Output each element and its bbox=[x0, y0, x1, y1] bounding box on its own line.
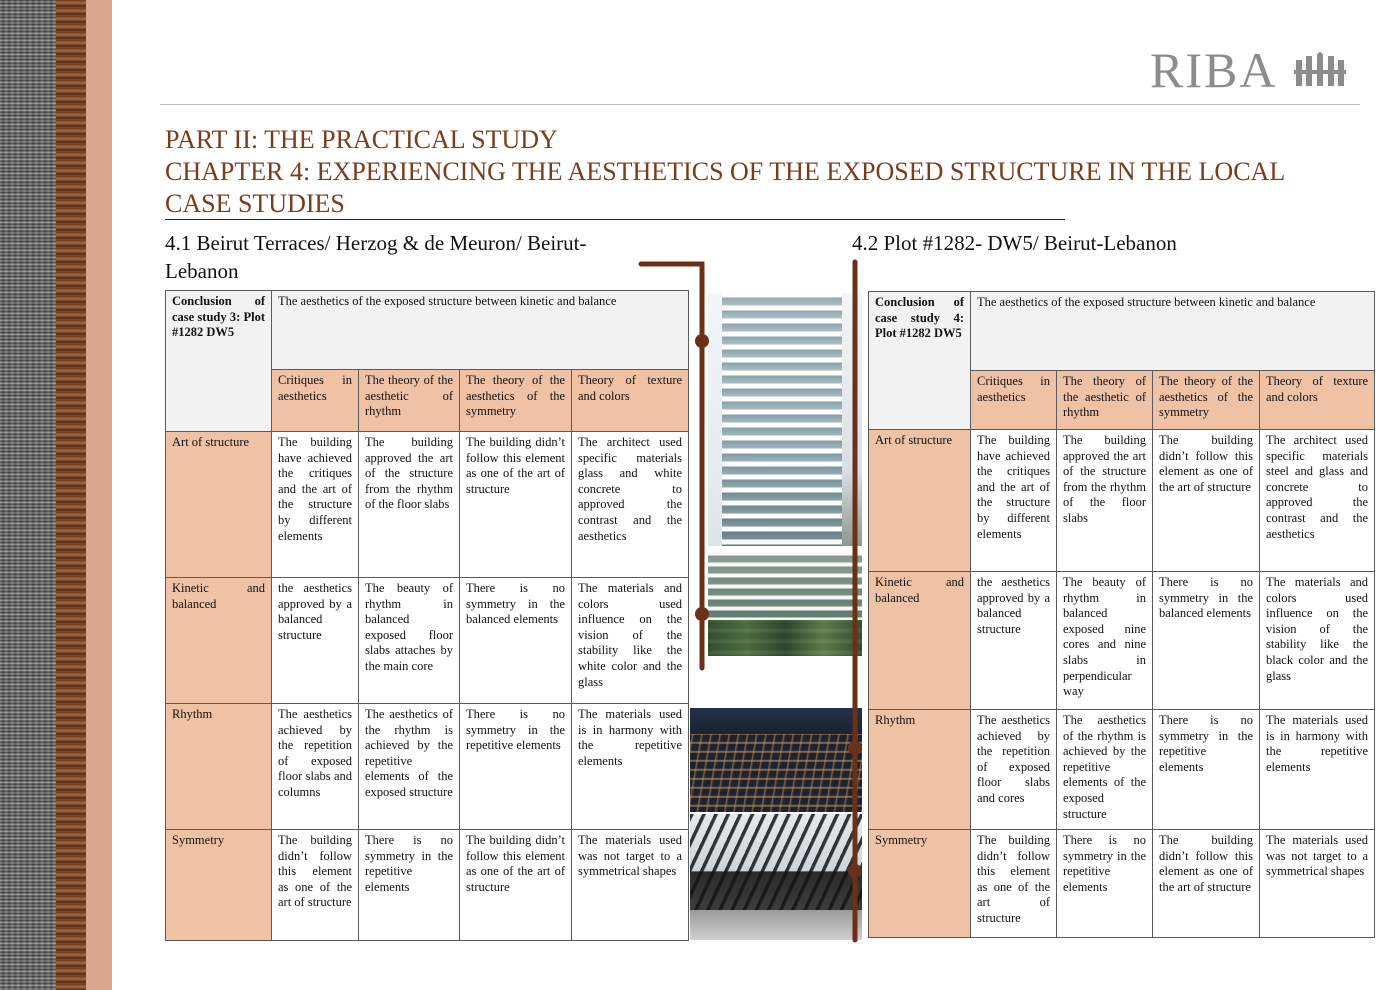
table-row bbox=[166, 432, 689, 578]
column-header: Critiques in aesthetics bbox=[971, 371, 1057, 430]
table-main-header: The aesthetics of the exposed structure between kinetic and balance bbox=[272, 291, 689, 370]
table-cell: The materials and colors used influence on the vision of the stability like the black color and the glass bbox=[1260, 572, 1375, 710]
table-row bbox=[869, 830, 1375, 938]
table-cell: The aesthetics achieved by the repetition of exposed floor slabs and columns bbox=[272, 704, 359, 830]
table-cell: The building have achieved the critiques and the art of the structure by different elements bbox=[272, 432, 359, 578]
table-cell: The building didn’t follow this element as one of the art of structure bbox=[1153, 430, 1260, 572]
case-study-3-table bbox=[165, 290, 689, 941]
table-cell: The materials and colors used influence on the vision of the stability like the white color and the glass bbox=[572, 578, 689, 704]
table-cell: the aesthetics approved by a balanced structure bbox=[971, 572, 1057, 710]
row-header: Kinetic and balanced bbox=[166, 578, 272, 704]
table-cell: The materials used was not target to a symmetrical shapes bbox=[572, 830, 689, 941]
table-cell: The beauty of rhythm in balanced exposed floor slabs attaches by the main core bbox=[359, 578, 460, 704]
table-cell: There is no symmetry in the repetitive elements bbox=[1057, 830, 1153, 938]
table-cell: The architect used specific materials steel and glass and concrete to approved the contrast and the aesthetics bbox=[1260, 430, 1375, 572]
table-cell: The building didn’t follow this element as one of the art of structure bbox=[1153, 830, 1260, 938]
beirut-terraces-photo bbox=[708, 293, 862, 546]
row-header: Rhythm bbox=[166, 704, 272, 830]
table-cell: The architect used specific materials glass and white concrete to approved the contrast and the aesthetics bbox=[572, 432, 689, 578]
table-cell: The materials used was not target to a symmetrical shapes bbox=[1260, 830, 1375, 938]
column-header: Theory of texture and colors bbox=[1260, 371, 1375, 430]
table-cell: There is no symmetry in the repetitive elements bbox=[460, 704, 572, 830]
row-header: Art of structure bbox=[166, 432, 272, 578]
section-4-1-title: 4.1 Beirut Terraces/ Herzog & de Meuron/ Beirut-Lebanon bbox=[165, 231, 587, 283]
table-cell: The materials used is in harmony with the repetitive elements bbox=[572, 704, 689, 830]
table-cell: the aesthetics approved by a balanced structure bbox=[272, 578, 359, 704]
table-cell: The beauty of rhythm in balanced exposed nine cores and nine slabs in perpendicular way bbox=[1057, 572, 1153, 710]
column-header: The theory of the aesthetic of rhythm bbox=[1057, 371, 1153, 430]
section-4-2-title: 4.2 Plot #1282- DW5/ Beirut-Lebanon bbox=[852, 231, 1177, 255]
plot-1282-night-photo bbox=[690, 708, 862, 812]
table-corner-label: Conclusion of case study 3: Plot #1282 DW5 bbox=[166, 291, 272, 432]
table-cell: There is no symmetry in the balanced elements bbox=[460, 578, 572, 704]
decorative-brown-strip bbox=[56, 0, 86, 990]
table-cell: The materials used is in harmony with the repetitive elements bbox=[1260, 710, 1375, 830]
chapter-title: CHAPTER 4: EXPERIENCING THE AESTHETICS OF THE EXPOSED STRUCTURE IN THE LOCAL CASE STUDIES bbox=[165, 157, 1285, 218]
table-row bbox=[166, 830, 689, 941]
table-cell: The building didn’t follow this element as one of the art of structure bbox=[971, 830, 1057, 938]
case-study-4-table bbox=[868, 291, 1375, 938]
row-header: Symmetry bbox=[166, 830, 272, 941]
table-cell: The building have achieved the critiques and the art of the structure by different elements bbox=[971, 430, 1057, 572]
row-header: Kinetic and balanced bbox=[869, 572, 971, 710]
column-header: The theory of the aesthetics of the symmetry bbox=[1153, 371, 1260, 430]
heading-underline bbox=[165, 219, 1065, 220]
table-cell: The building approved the art of the structure from the rhythm of the floor slabs bbox=[1057, 430, 1153, 572]
table-row bbox=[166, 704, 689, 830]
table-main-header: The aesthetics of the exposed structure between kinetic and balance bbox=[971, 292, 1375, 371]
row-header: Art of structure bbox=[869, 430, 971, 572]
column-header: Critiques in aesthetics bbox=[272, 370, 359, 432]
riba-logo-text: RIBA bbox=[1150, 42, 1278, 98]
part-title: PART II: THE PRACTICAL STUDY bbox=[165, 125, 558, 154]
beirut-terraces-base-photo bbox=[708, 552, 862, 656]
table-row bbox=[869, 710, 1375, 830]
header-rule bbox=[160, 104, 1360, 105]
table-cell: The building didn’t follow this element as one of the art of structure bbox=[460, 432, 572, 578]
decorative-tan-strip bbox=[86, 0, 112, 990]
table-row bbox=[869, 430, 1375, 572]
column-header: Theory of texture and colors bbox=[572, 370, 689, 432]
row-header: Symmetry bbox=[869, 830, 971, 938]
table-cell: The building didn’t follow this element as one of the art of structure bbox=[460, 830, 572, 941]
column-header: The theory of the aesthetic of rhythm bbox=[359, 370, 460, 432]
table-row bbox=[869, 572, 1375, 710]
table-cell: There is no symmetry in the repetitive elements bbox=[1153, 710, 1260, 830]
table-cell: The aesthetics of the rhythm is achieved by the repetitive elements of the exposed structure bbox=[1057, 710, 1153, 830]
table-cell: The aesthetics achieved by the repetition of exposed floor slabs and cores bbox=[971, 710, 1057, 830]
table-cell: The building didn’t follow this element as one of the art of structure bbox=[272, 830, 359, 941]
riba-crest-icon bbox=[1292, 52, 1348, 92]
table-cell: There is no symmetry in the balanced elements bbox=[1153, 572, 1260, 710]
table-cell: The building approved the art of the structure from the rhythm of the floor slabs bbox=[359, 432, 460, 578]
table-cell: The aesthetics of the rhythm is achieved by the repetitive elements of the exposed structure bbox=[359, 704, 460, 830]
page-heading bbox=[165, 124, 1285, 220]
plot-1282-day-photo bbox=[690, 814, 862, 940]
table-cell: There is no symmetry in the repetitive elements bbox=[359, 830, 460, 941]
column-header: The theory of the aesthetics of the symmetry bbox=[460, 370, 572, 432]
decorative-texture-strip bbox=[0, 0, 56, 990]
table-row bbox=[166, 578, 689, 704]
table-corner-label: Conclusion of case study 4: Plot #1282 DW5 bbox=[869, 292, 971, 430]
row-header: Rhythm bbox=[869, 710, 971, 830]
